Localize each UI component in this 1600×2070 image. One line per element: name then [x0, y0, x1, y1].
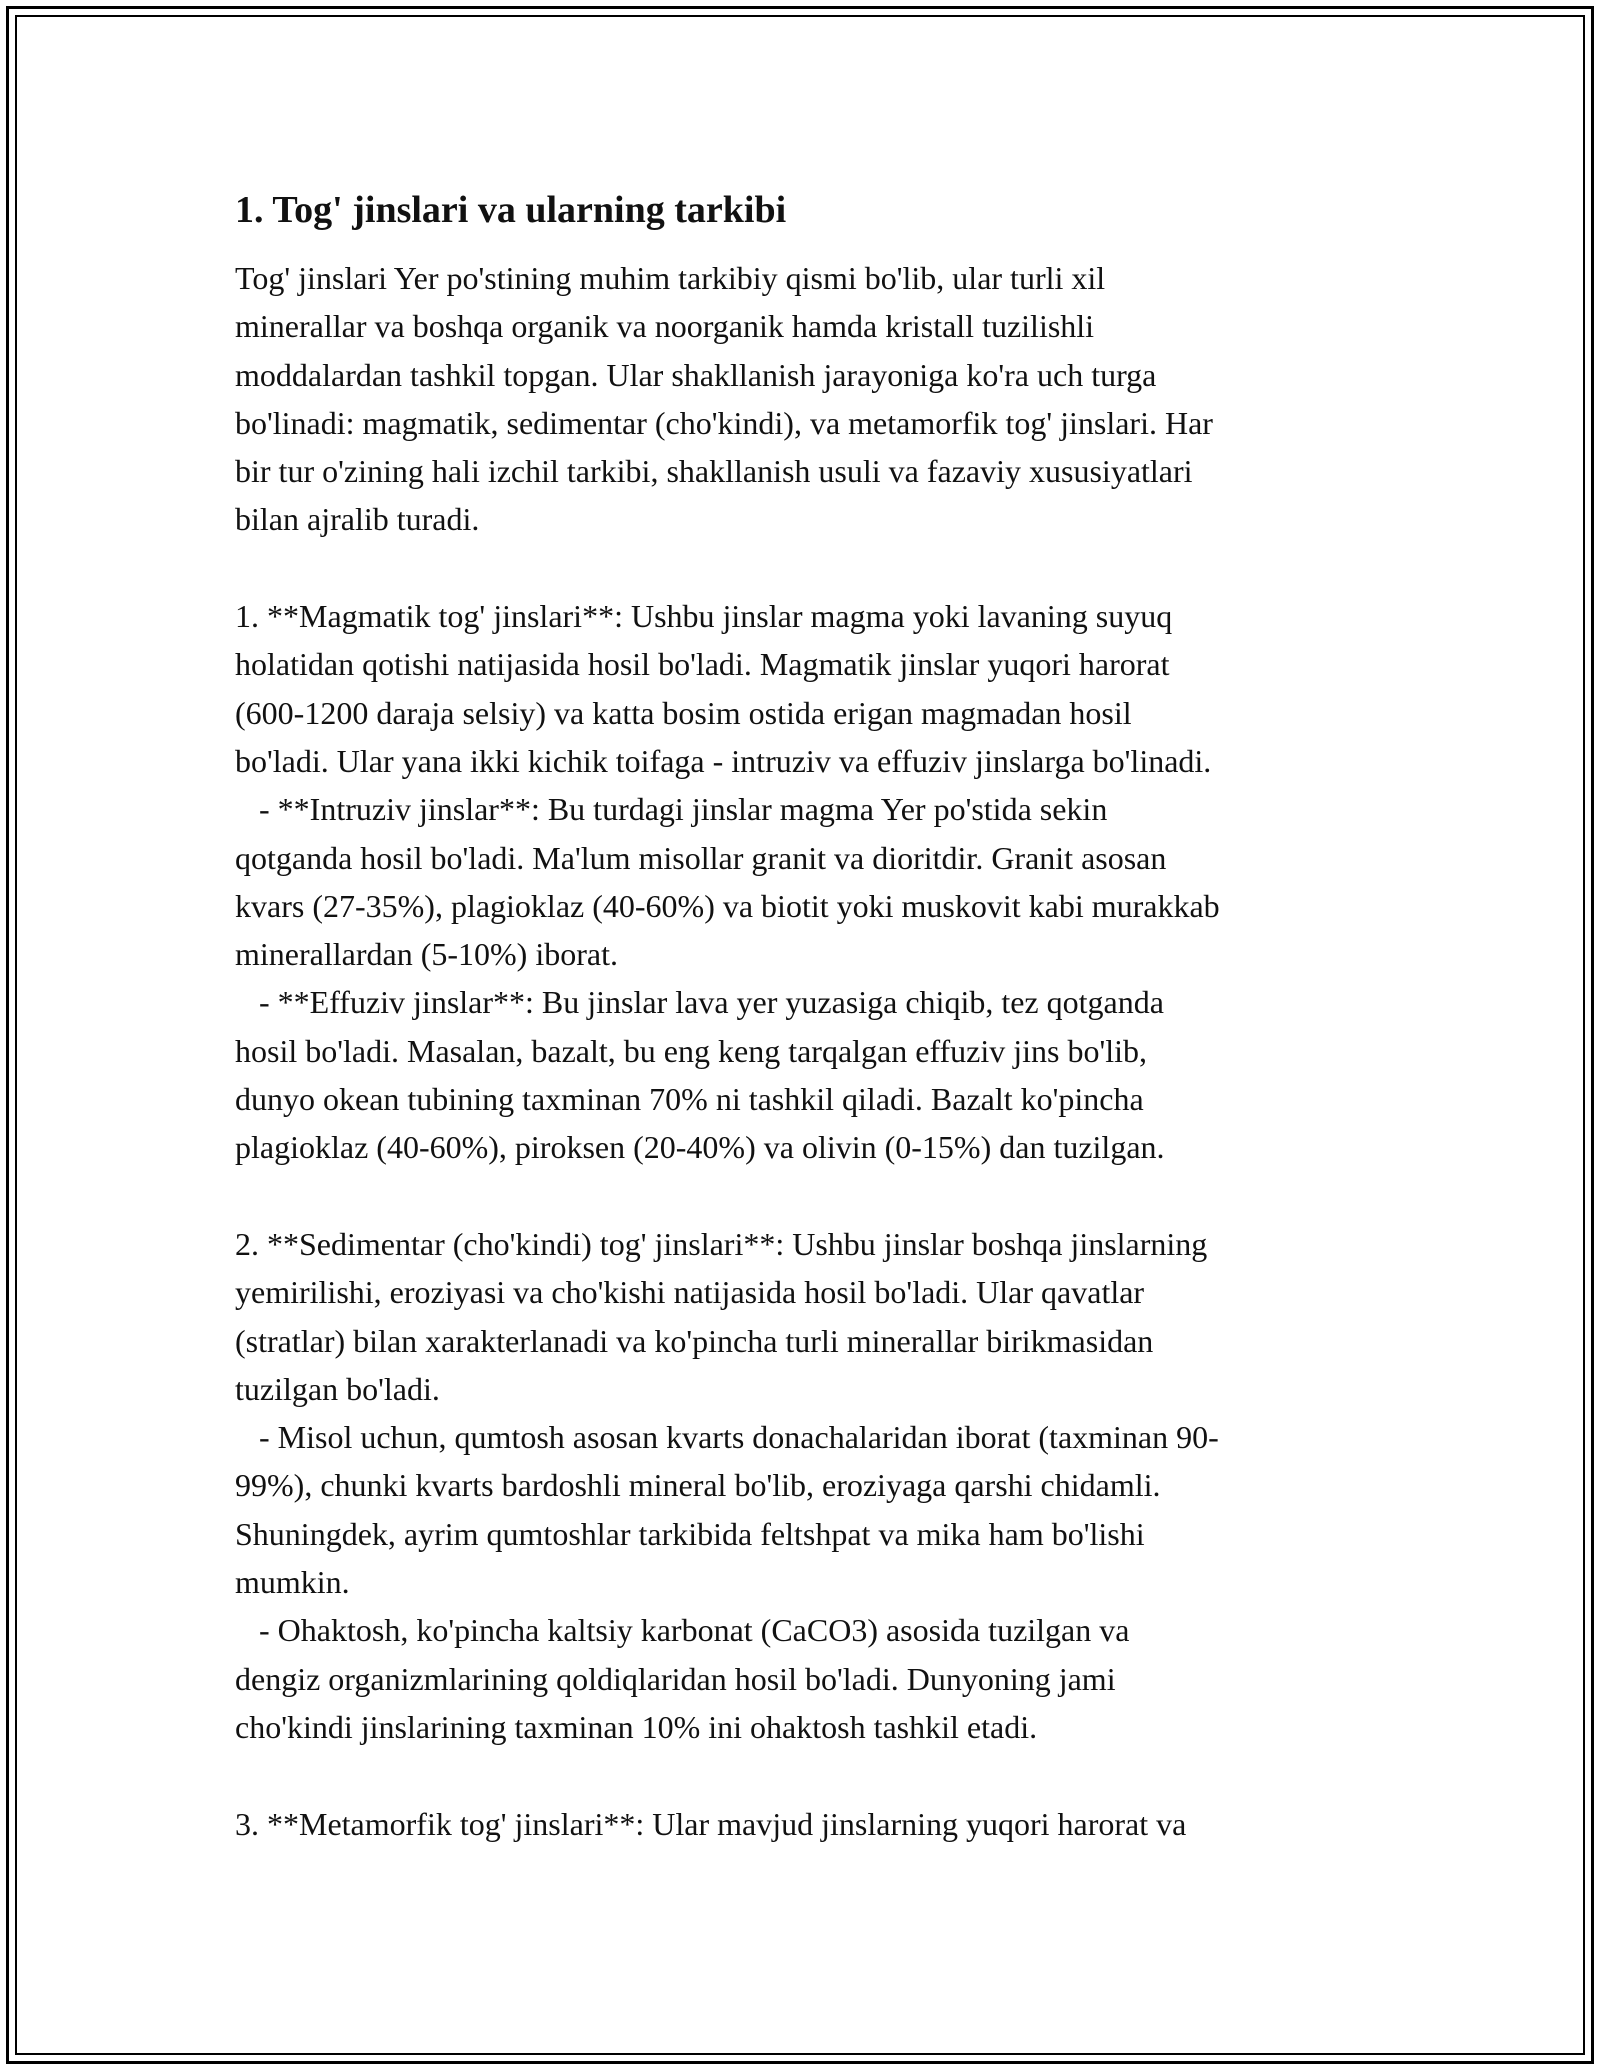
- text-line: 1. **Magmatik tog' jinslari**: Ushbu jinslar magma yoki lavaning suyuq: [235, 598, 1173, 635]
- text-line: moddalardan tashkil topgan. Ular shakllanish jarayoniga ko'ra uch turga: [235, 356, 1157, 393]
- text-line: Shuningdek, ayrim qumtoshlar tarkibida feltshpat va mika ham bo'lishi: [235, 1515, 1145, 1552]
- text-line: 99%), chunki kvarts bardoshli mineral bo'lib, eroziyaga qarshi chidamli.: [235, 1467, 1161, 1504]
- text-line: - Ohaktosh, ko'pincha kaltsiy karbonat (CaCO3) asosida tuzilgan va: [235, 1612, 1130, 1649]
- text-line: (stratlar) bilan xarakterlanadi va ko'pincha turli minerallar birikmasidan: [235, 1322, 1154, 1359]
- text-line: qotganda hosil bo'ladi. Ma'lum misollar granit va dioritdir. Granit asosan: [235, 839, 1167, 876]
- blank-line: [235, 1751, 1365, 1799]
- text-line: - **Effuziv jinslar**: Bu jinslar lava yer yuzasiga chiqib, tez qotganda: [235, 984, 1164, 1021]
- text-line: dengiz organizmlarining qoldiqlaridan hosil bo'ladi. Dunyoning jami: [235, 1660, 1116, 1697]
- text-line: bilan ajralib turadi.: [235, 501, 480, 538]
- text-line: 3. **Metamorfik tog' jinslari**: Ular mavjud jinslarning yuqori harorat va: [235, 1805, 1187, 1842]
- document-title: 1. Tog' jinslari va ularning tarkibi: [235, 189, 787, 231]
- text-line: - **Intruziv jinslar**: Bu turdagi jinslar magma Yer po'stida sekin: [235, 791, 1108, 828]
- text-line: (600-1200 daraja selsiy) va katta bosim ostida erigan magmadan hosil: [235, 694, 1132, 731]
- text-line: holatidan qotishi natijasida hosil bo'ladi. Magmatik jinslar yuqori harorat: [235, 646, 1170, 683]
- text-line: 2. **Sedimentar (cho'kindi) tog' jinslari**: Ushbu jinslar boshqa jinslarning: [235, 1225, 1208, 1262]
- text-line: bir tur o'zining hali izchil tarkibi, shakllanish usuli va fazaviy xususiyatlari: [235, 453, 1193, 490]
- text-line: - Misol uchun, qumtosh asosan kvarts donachalaridan iborat (taxminan 90-: [235, 1419, 1219, 1456]
- text-line: minerallar va boshqa organik va noorganik hamda kristall tuzilishli: [235, 308, 1095, 345]
- text-line: mumkin.: [235, 1564, 350, 1601]
- text-line: Tog' jinslari Yer po'stining muhim tarkibiy qismi bo'lib, ular turli xil: [235, 260, 1106, 296]
- blank-line: [235, 1172, 1365, 1220]
- text-line: minerallardan (5-10%) iborat.: [235, 936, 618, 973]
- text-line: plagioklaz (40-60%), piroksen (20-40%) va olivin (0-15%) dan tuzilgan.: [235, 1129, 1165, 1166]
- text-line: kvars (27-35%), plagioklaz (40-60%) va biotit yoki muskovit kabi murakkab: [235, 887, 1220, 924]
- text-line: bo'ladi. Ular yana ikki kichik toifaga - intruziv va effuziv jinslarga bo'linadi.: [235, 742, 1212, 779]
- document-text: [235, 254, 1365, 1848]
- text-line: dunyo okean tubining taxminan 70% ni tashkil qiladi. Bazalt ko'pincha: [235, 1081, 1144, 1118]
- text-line: bo'linadi: magmatik, sedimentar (cho'kindi), va metamorfik tog' jinslari. Har: [235, 404, 1213, 441]
- text-line: cho'kindi jinslarining taxminan 10% ini ohaktosh tashkil etadi.: [235, 1708, 1038, 1745]
- blank-line: [235, 544, 1365, 592]
- text-line: tuzilgan bo'ladi.: [235, 1370, 440, 1407]
- text-line: yemirilishi, eroziyasi va cho'kishi natijasida hosil bo'ladi. Ular qavatlar: [235, 1274, 1145, 1311]
- document-body: [235, 186, 1365, 1848]
- text-line: hosil bo'ladi. Masalan, bazalt, bu eng keng tarqalgan effuziv jins bo'lib,: [235, 1032, 1148, 1069]
